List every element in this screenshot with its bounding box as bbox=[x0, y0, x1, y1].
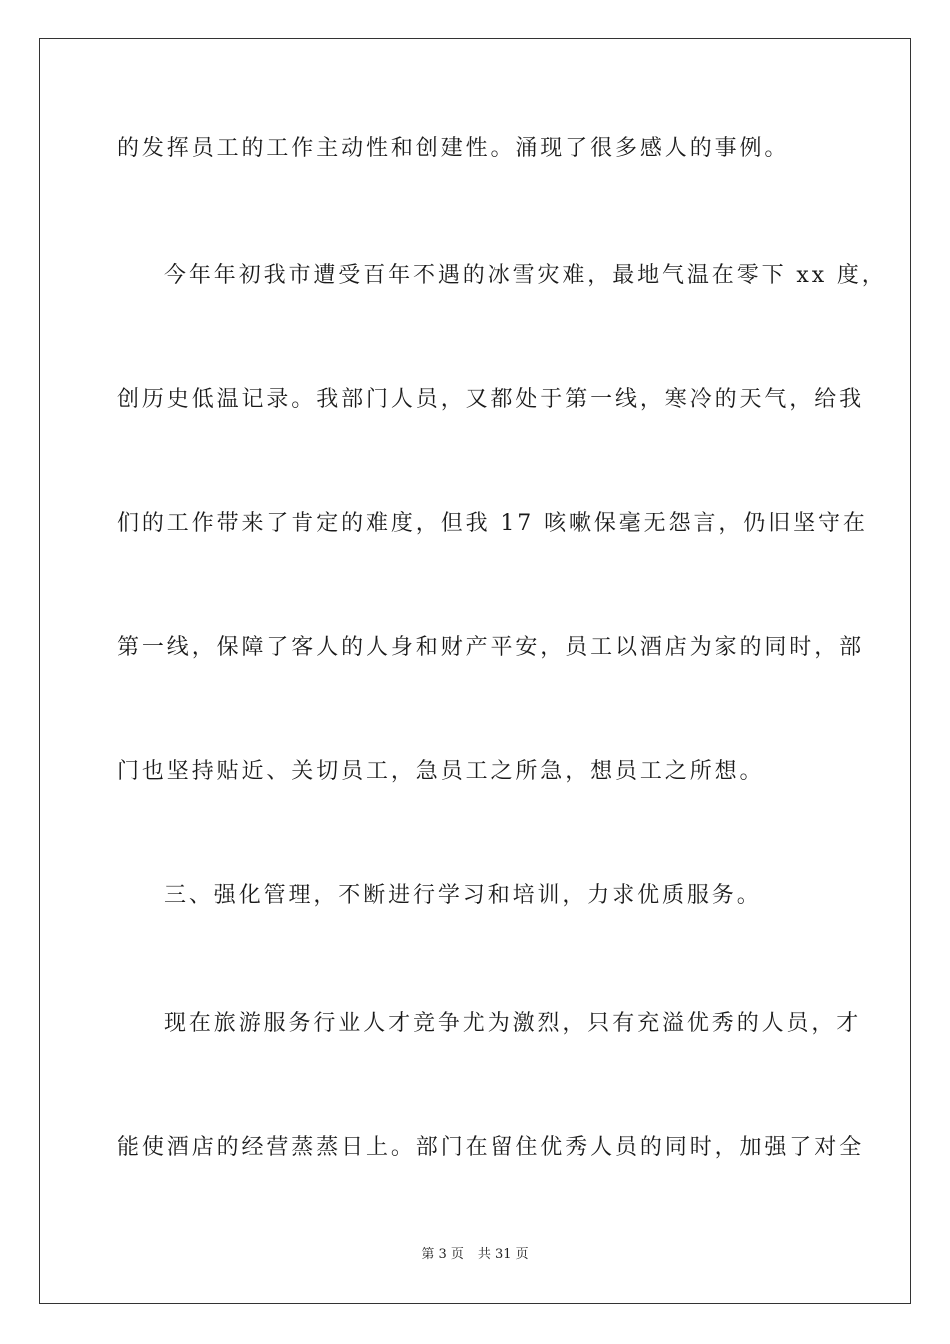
text-line-3: 创历史低温记录。我部门人员，又都处于第一线，寒冷的天气，给我 bbox=[117, 387, 865, 412]
page-number: 第 3 页 bbox=[421, 1247, 464, 1262]
total-pages: 共 31 页 bbox=[477, 1247, 529, 1262]
section-heading: 三、强化管理，不断进行学习和培训，力求优质服务。 bbox=[164, 883, 762, 908]
text-line-5: 第一线，保障了客人的人身和财产平安，员工以酒店为家的同时，部 bbox=[117, 635, 865, 660]
text-line-6: 门也坚持贴近、关切员工，急员工之所急，想员工之所想。 bbox=[117, 759, 765, 784]
text-line-9: 能使酒店的经营蒸蒸日上。部门在留住优秀人员的同时，加强了对全 bbox=[117, 1135, 865, 1160]
page-footer bbox=[0, 1246, 950, 1264]
page-border bbox=[39, 38, 911, 1304]
text-line-4: 们的工作带来了肯定的难度，但我 17 咳嗽保毫无怨言，仍旧坚守在 bbox=[117, 511, 868, 536]
text-line-1: 的发挥员工的工作主动性和创建性。涌现了很多感人的事例。 bbox=[117, 136, 790, 161]
text-line-8: 现在旅游服务行业人才竞争尤为激烈，只有充溢优秀的人员，才 bbox=[164, 1011, 862, 1036]
text-line-2: 今年年初我市遭受百年不遇的冰雪灾难，最地气温在零下 xx 度， bbox=[164, 263, 887, 288]
